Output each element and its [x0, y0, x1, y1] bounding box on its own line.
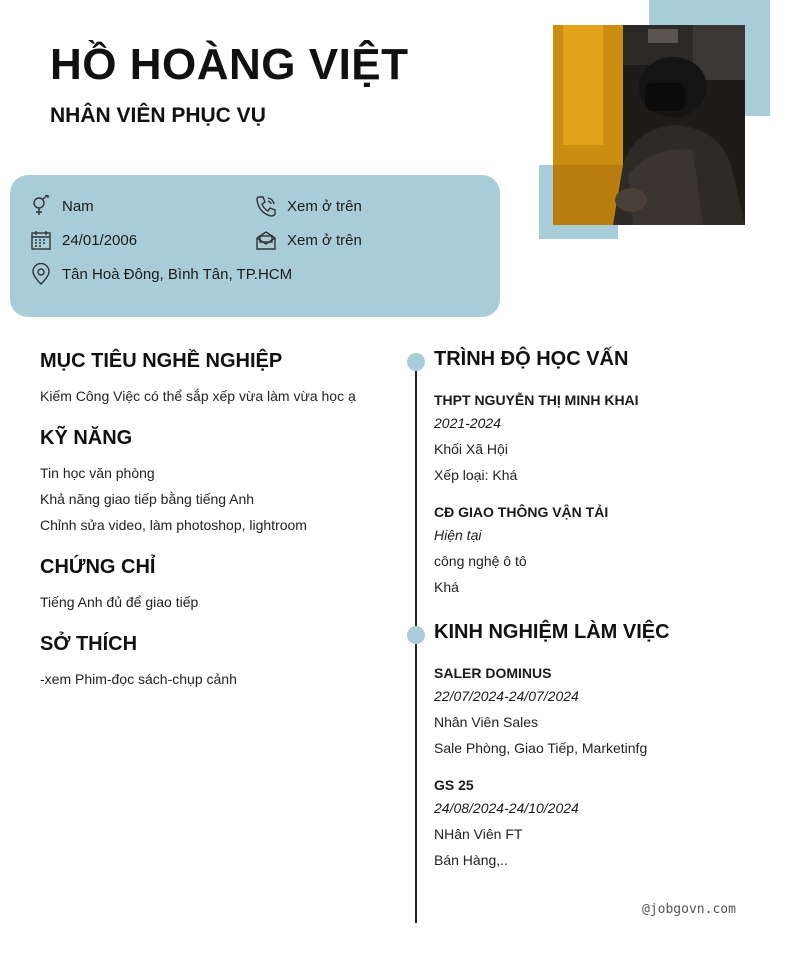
skills-title: KỸ NĂNG — [40, 427, 133, 449]
school-name: THPT NGUYỄN THỊ MINH KHAI — [434, 392, 639, 408]
gender-value: Nam — [62, 197, 94, 215]
calendar-icon — [30, 229, 52, 251]
certificate-item: Tiếng Anh đủ để giao tiếp — [40, 594, 199, 610]
objective-title: MỤC TIÊU NGHỀ NGHIỆP — [40, 350, 283, 372]
info-phone — [255, 193, 362, 219]
education-section — [434, 348, 774, 613]
school-name: CĐ GIAO THÔNG VẬN TẢI — [434, 504, 609, 520]
education-title: TRÌNH ĐỘ HỌC VẤN — [434, 348, 629, 370]
experience-entry — [434, 662, 774, 761]
gender-icon — [30, 195, 52, 217]
skill-item: Khả năng giao tiếp bằng tiếng Anh — [40, 491, 255, 507]
job-detail: Bán Hàng,.. — [434, 852, 508, 868]
skill-item: Tin học văn phòng — [40, 465, 155, 481]
hobbies-section — [40, 633, 400, 692]
info-email — [255, 227, 362, 253]
info-gender — [30, 193, 94, 219]
experience-title: KINH NGHIỆM LÀM VIỆC — [434, 621, 670, 643]
school-period: Hiện tại — [434, 527, 482, 543]
info-birthday — [30, 227, 137, 253]
company-name: GS 25 — [434, 777, 474, 793]
education-entry — [434, 389, 774, 488]
job-detail: Nhân Viên Sales — [434, 714, 539, 730]
phone-icon — [255, 195, 277, 217]
company-name: SALER DOMINUS — [434, 665, 552, 681]
hobby-item: -xem Phim-đọc sách-chụp cảnh — [40, 671, 237, 687]
certificates-section — [40, 556, 400, 615]
objective-line: Kiếm Công Việc có thể sắp xếp vừa làm vừa học ạ — [40, 388, 356, 404]
experience-dot — [407, 626, 425, 644]
email-value: Xem ở trên — [287, 231, 362, 249]
school-detail: Khối Xã Hội — [434, 441, 508, 457]
contact-info-box — [10, 175, 500, 317]
profile-photo — [553, 25, 745, 225]
education-entry — [434, 501, 774, 600]
left-column — [40, 350, 400, 710]
hobbies-title: SỞ THÍCH — [40, 633, 138, 655]
candidate-role: NHÂN VIÊN PHỤC VỤ — [50, 104, 266, 127]
education-dot — [407, 353, 425, 371]
school-detail: Xếp loại: Khá — [434, 467, 518, 483]
watermark: @jobgovn.com — [642, 902, 736, 917]
email-icon — [255, 229, 277, 251]
school-period: 2021-2024 — [434, 415, 501, 431]
candidate-name: HỒ HOÀNG VIỆT — [50, 40, 409, 89]
skill-item: Chỉnh sửa video, làm photoshop, lightroom — [40, 517, 307, 533]
certificates-title: CHỨNG CHỈ — [40, 556, 156, 578]
phone-value: Xem ở trên — [287, 197, 362, 215]
school-detail: công nghệ ô tô — [434, 553, 527, 569]
location-icon — [30, 263, 52, 285]
birthday-value: 24/01/2006 — [62, 231, 138, 249]
job-period: 22/07/2024-24/07/2024 — [434, 688, 579, 704]
address-value: Tân Hoà Đông, Bình Tân, TP.HCM — [62, 265, 293, 283]
job-detail: Sale Phòng, Giao Tiếp, Marketinfg — [434, 740, 648, 756]
skills-section — [40, 427, 400, 538]
experience-entry — [434, 774, 774, 873]
info-address — [30, 261, 292, 287]
school-detail: Khá — [434, 579, 459, 595]
job-period: 24/08/2024-24/10/2024 — [434, 800, 579, 816]
job-detail: NHân Viên FT — [434, 826, 523, 842]
experience-section — [434, 621, 774, 886]
objective-section — [40, 350, 400, 409]
